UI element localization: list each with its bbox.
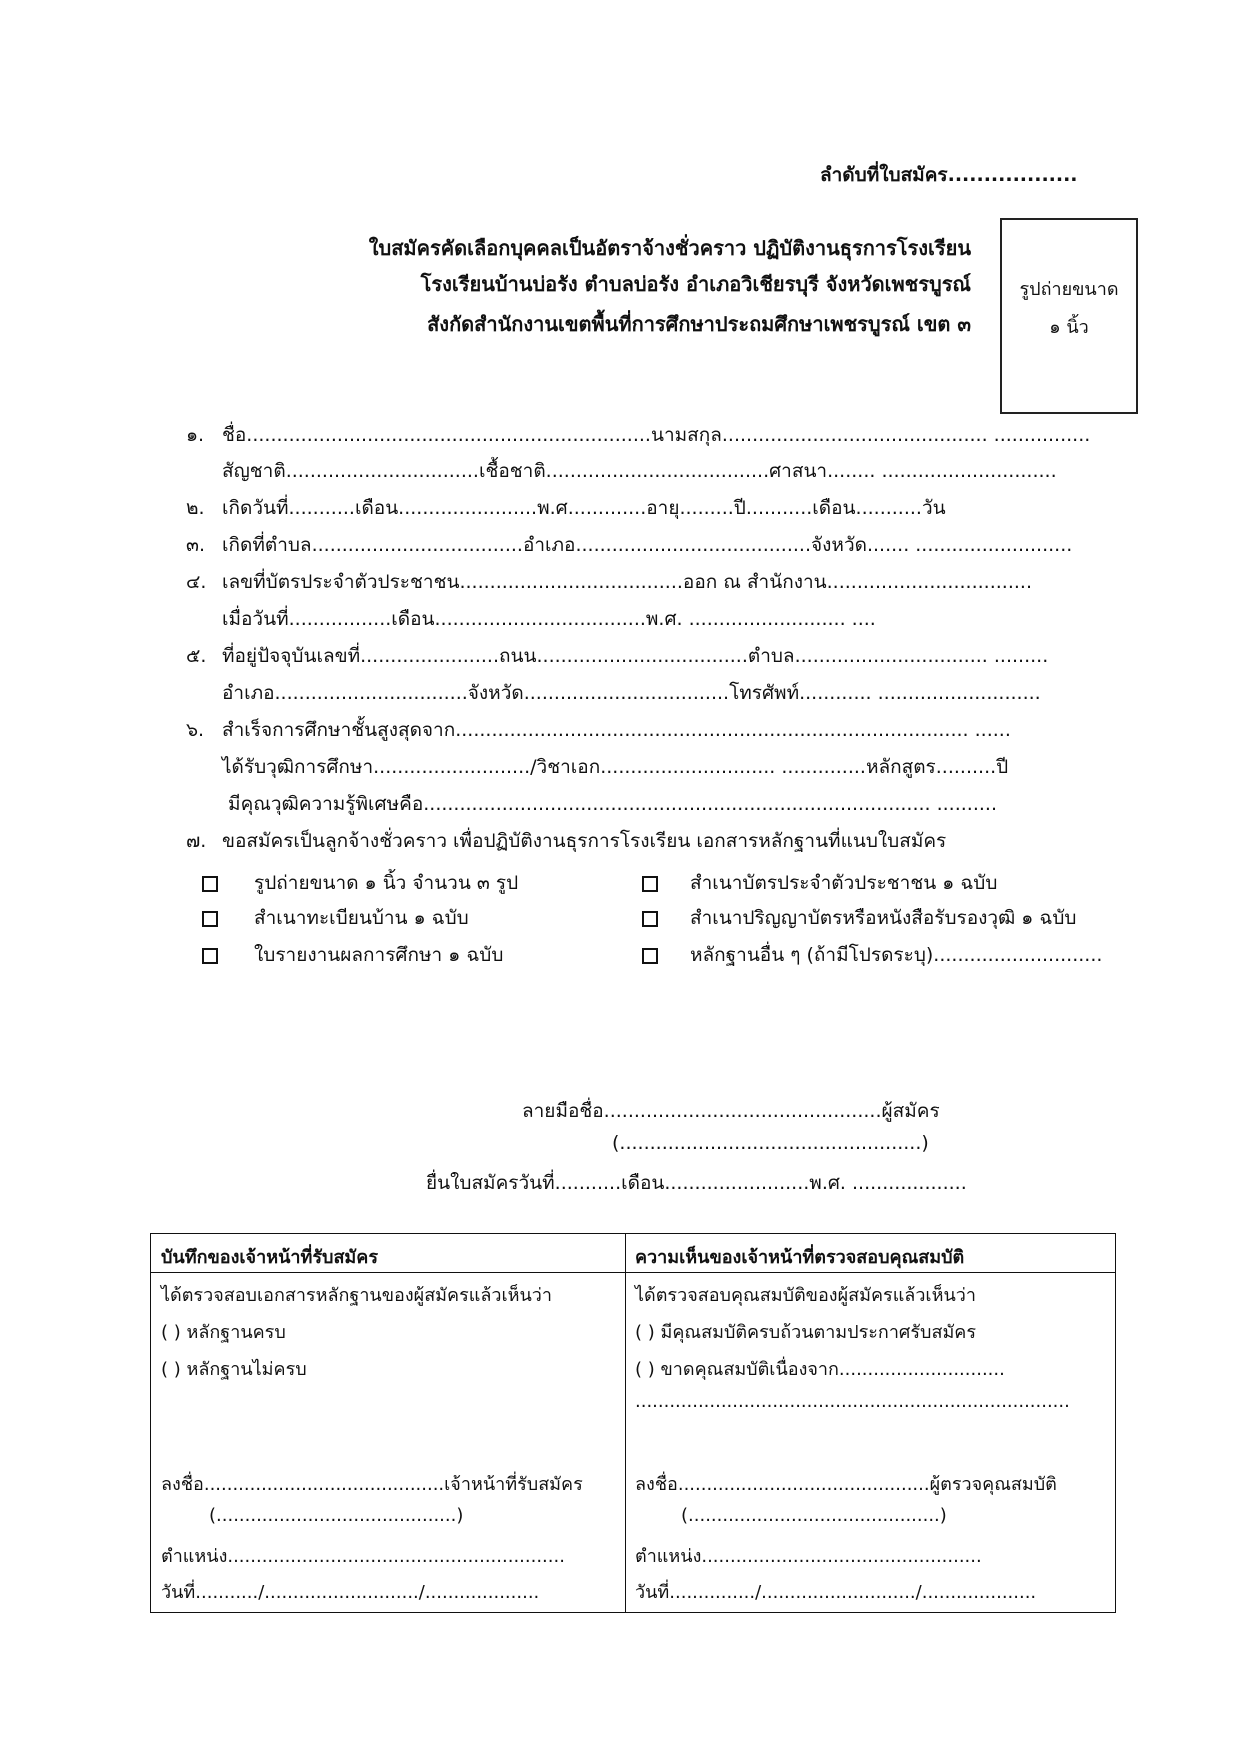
doc-photo[interactable] (202, 868, 518, 898)
doc-label: สำเนาปริญญาบัตรหรือหนังสือรับรองวุฒิ ๑ ฉบับ (690, 907, 1077, 929)
field-text: อำเภอ................................จังหวัด..................................โทรศัพท์............ ........................... (222, 682, 1041, 704)
inspector-unqualified-option[interactable]: ( ) ขาดคุณสมบัติเนื่องจาก............................. (635, 1359, 1005, 1380)
doc-label: รูปถ่ายขนาด ๑ นิ้ว จำนวน ๓ รูป (254, 872, 519, 894)
receiver-note: ได้ตรวจสอบเอกสารหลักฐานของผู้สมัครแล้วเห็นว่า (161, 1285, 553, 1306)
field-number: ๖. (186, 719, 205, 741)
checkbox[interactable] (642, 911, 658, 927)
field-birthplace[interactable] (186, 530, 1072, 560)
field-name[interactable] (186, 420, 1090, 450)
doc-id-card-copy[interactable] (642, 868, 997, 898)
inspector-header: ความเห็นของเจ้าหน้าที่ตรวจสอบคุณสมบัติ (635, 1247, 965, 1268)
field-number: ๗. (186, 830, 207, 852)
field-number: ๔. (186, 571, 207, 593)
field-id-issue-date[interactable] (186, 604, 876, 634)
checkbox[interactable] (202, 948, 218, 964)
field-text: เมื่อวันที่.................เดือน...................................พ.ศ. .......................... .... (222, 608, 876, 630)
field-text: ชื่อ...................................................................นามสกุล............................................ ................ (222, 424, 1091, 446)
applicant-signature[interactable]: ลายมือชื่อ..............................................ผู้สมัคร (522, 1100, 940, 1122)
doc-label: หลักฐานอื่น ๆ (ถ้ามีโปรดระบุ)............................ (690, 944, 1103, 966)
applicant-name-line[interactable]: (..................................................) (612, 1132, 929, 1154)
inspector-name-line[interactable]: (............................................) (681, 1505, 947, 1526)
field-text: สัญชาติ................................เชื้อชาติ.....................................ศาสนา........ ............................. (222, 460, 1057, 482)
doc-degree-copy[interactable] (642, 903, 1076, 933)
field-address[interactable] (186, 641, 1048, 671)
field-number: ๒. (186, 497, 205, 519)
receiver-date[interactable]: วันที่.........../.........................../.................... (161, 1582, 540, 1603)
field-address-district[interactable] (186, 678, 1041, 708)
field-application-purpose (186, 826, 946, 856)
photo-box-label: รูปถ่ายขนาด (1019, 279, 1119, 300)
doc-other[interactable] (642, 940, 1102, 970)
doc-label: สำเนาทะเบียนบ้าน ๑ ฉบับ (254, 907, 469, 929)
receiver-position[interactable]: ตำแหน่ง........................................................... (161, 1546, 565, 1567)
submission-date[interactable]: ยื่นใบสมัครวันที่...........เดือน........................พ.ศ. ................... (426, 1172, 967, 1194)
checkbox[interactable] (202, 911, 218, 927)
receiver-signature[interactable]: ลงชื่อ..........................................เจ้าหน้าที่รับสมัคร (161, 1474, 583, 1495)
photo-box-size: ๑ นิ้ว (1049, 317, 1089, 338)
field-number: ๑. (186, 424, 205, 446)
field-text: เลขที่บัตรประจำตัวประชาชน.....................................ออก ณ สำนักงาน.................................. (222, 571, 1032, 593)
field-id-card[interactable] (186, 567, 1032, 597)
doc-label: สำเนาบัตรประจำตัวประชาชน ๑ ฉบับ (690, 872, 998, 894)
inspector-position[interactable]: ตำแหน่ง................................................. (635, 1546, 982, 1567)
receiver-header: บันทึกของเจ้าหน้าที่รับสมัคร (161, 1247, 379, 1268)
school-name: โรงเรียนบ้านบ่อรัง ตำบลบ่อรัง อำเภอวิเชียรบุรี จังหวัดเพชรบูรณ์ (420, 272, 971, 296)
inspector-date[interactable]: วันที่.............../.........................../.................... (635, 1582, 1037, 1603)
inspector-note: ได้ตรวจสอบคุณสมบัติของผู้สมัครแล้วเห็นว่า (635, 1285, 976, 1306)
officer-table (150, 1233, 1116, 1613)
field-text: เกิดวันที่...........เดือน.......................พ.ศ.............อายุ.........ปี...........เดือน...........วัน (222, 497, 946, 519)
inspector-reason-line[interactable]: ............................................................................ (635, 1391, 1070, 1412)
school-district: สังกัดสำนักงานเขตพื้นที่การศึกษาประถมศึกษาเพชรบูรณ์ เขต ๓ (427, 312, 971, 336)
field-special-skills[interactable] (186, 789, 997, 819)
inspector-qualified-option[interactable]: ( ) มีคุณสมบัติครบถ้วนตามประกาศรับสมัคร (635, 1322, 977, 1343)
field-text: ได้รับวุฒิการศึกษา........................../วิชาเอก............................. ..............หลักสูตร..........ปี (222, 756, 1009, 778)
field-text: สำเร็จการศึกษาชั้นสูงสุดจาก..................................................................................... ...... (222, 719, 1011, 741)
doc-label: ใบรายงานผลการศึกษา ๑ ฉบับ (254, 944, 504, 966)
field-number: ๕. (186, 645, 207, 667)
receiver-incomplete-option[interactable]: ( ) หลักฐานไม่ครบ (161, 1359, 307, 1380)
field-text: ที่อยู่ปัจจุบันเลขที่.......................ถนน...................................ตำบล................................ ......... (222, 645, 1049, 667)
receiver-complete-option[interactable]: ( ) หลักฐานครบ (161, 1322, 286, 1343)
inspector-signature[interactable]: ลงชื่อ............................................ผู้ตรวจคุณสมบัติ (635, 1474, 1057, 1495)
doc-transcript[interactable] (202, 940, 503, 970)
checkbox[interactable] (642, 876, 658, 892)
checkbox[interactable] (202, 876, 218, 892)
form-title: ใบสมัครคัดเลือกบุคคลเป็นอัตราจ้างชั่วคราว ปฏิบัติงานธุรการโรงเรียน (368, 236, 971, 260)
receiver-name-line[interactable]: (..........................................) (209, 1505, 464, 1526)
field-nationality[interactable] (186, 456, 1057, 486)
field-birthdate[interactable] (186, 493, 946, 523)
checkbox[interactable] (642, 948, 658, 964)
field-degree[interactable] (186, 752, 1008, 782)
field-number: ๓. (186, 534, 206, 556)
doc-house-registration[interactable] (202, 903, 469, 933)
field-education[interactable] (186, 715, 1011, 745)
photo-box (1000, 218, 1138, 414)
field-text: มีคุณวุฒิความรู้พิเศษคือ.................................................................................... .......... (222, 793, 997, 815)
field-text: ขอสมัครเป็นลูกจ้างชั่วคราว เพื่อปฏิบัติงานธุรการโรงเรียน เอกสารหลักฐานที่แนบใบสมัคร (222, 830, 947, 852)
application-number: ลำดับที่ใบสมัคร.................. (820, 164, 1078, 186)
field-text: เกิดที่ตำบล...................................อำเภอ.......................................จังหวัด....... .......................... (222, 534, 1073, 556)
